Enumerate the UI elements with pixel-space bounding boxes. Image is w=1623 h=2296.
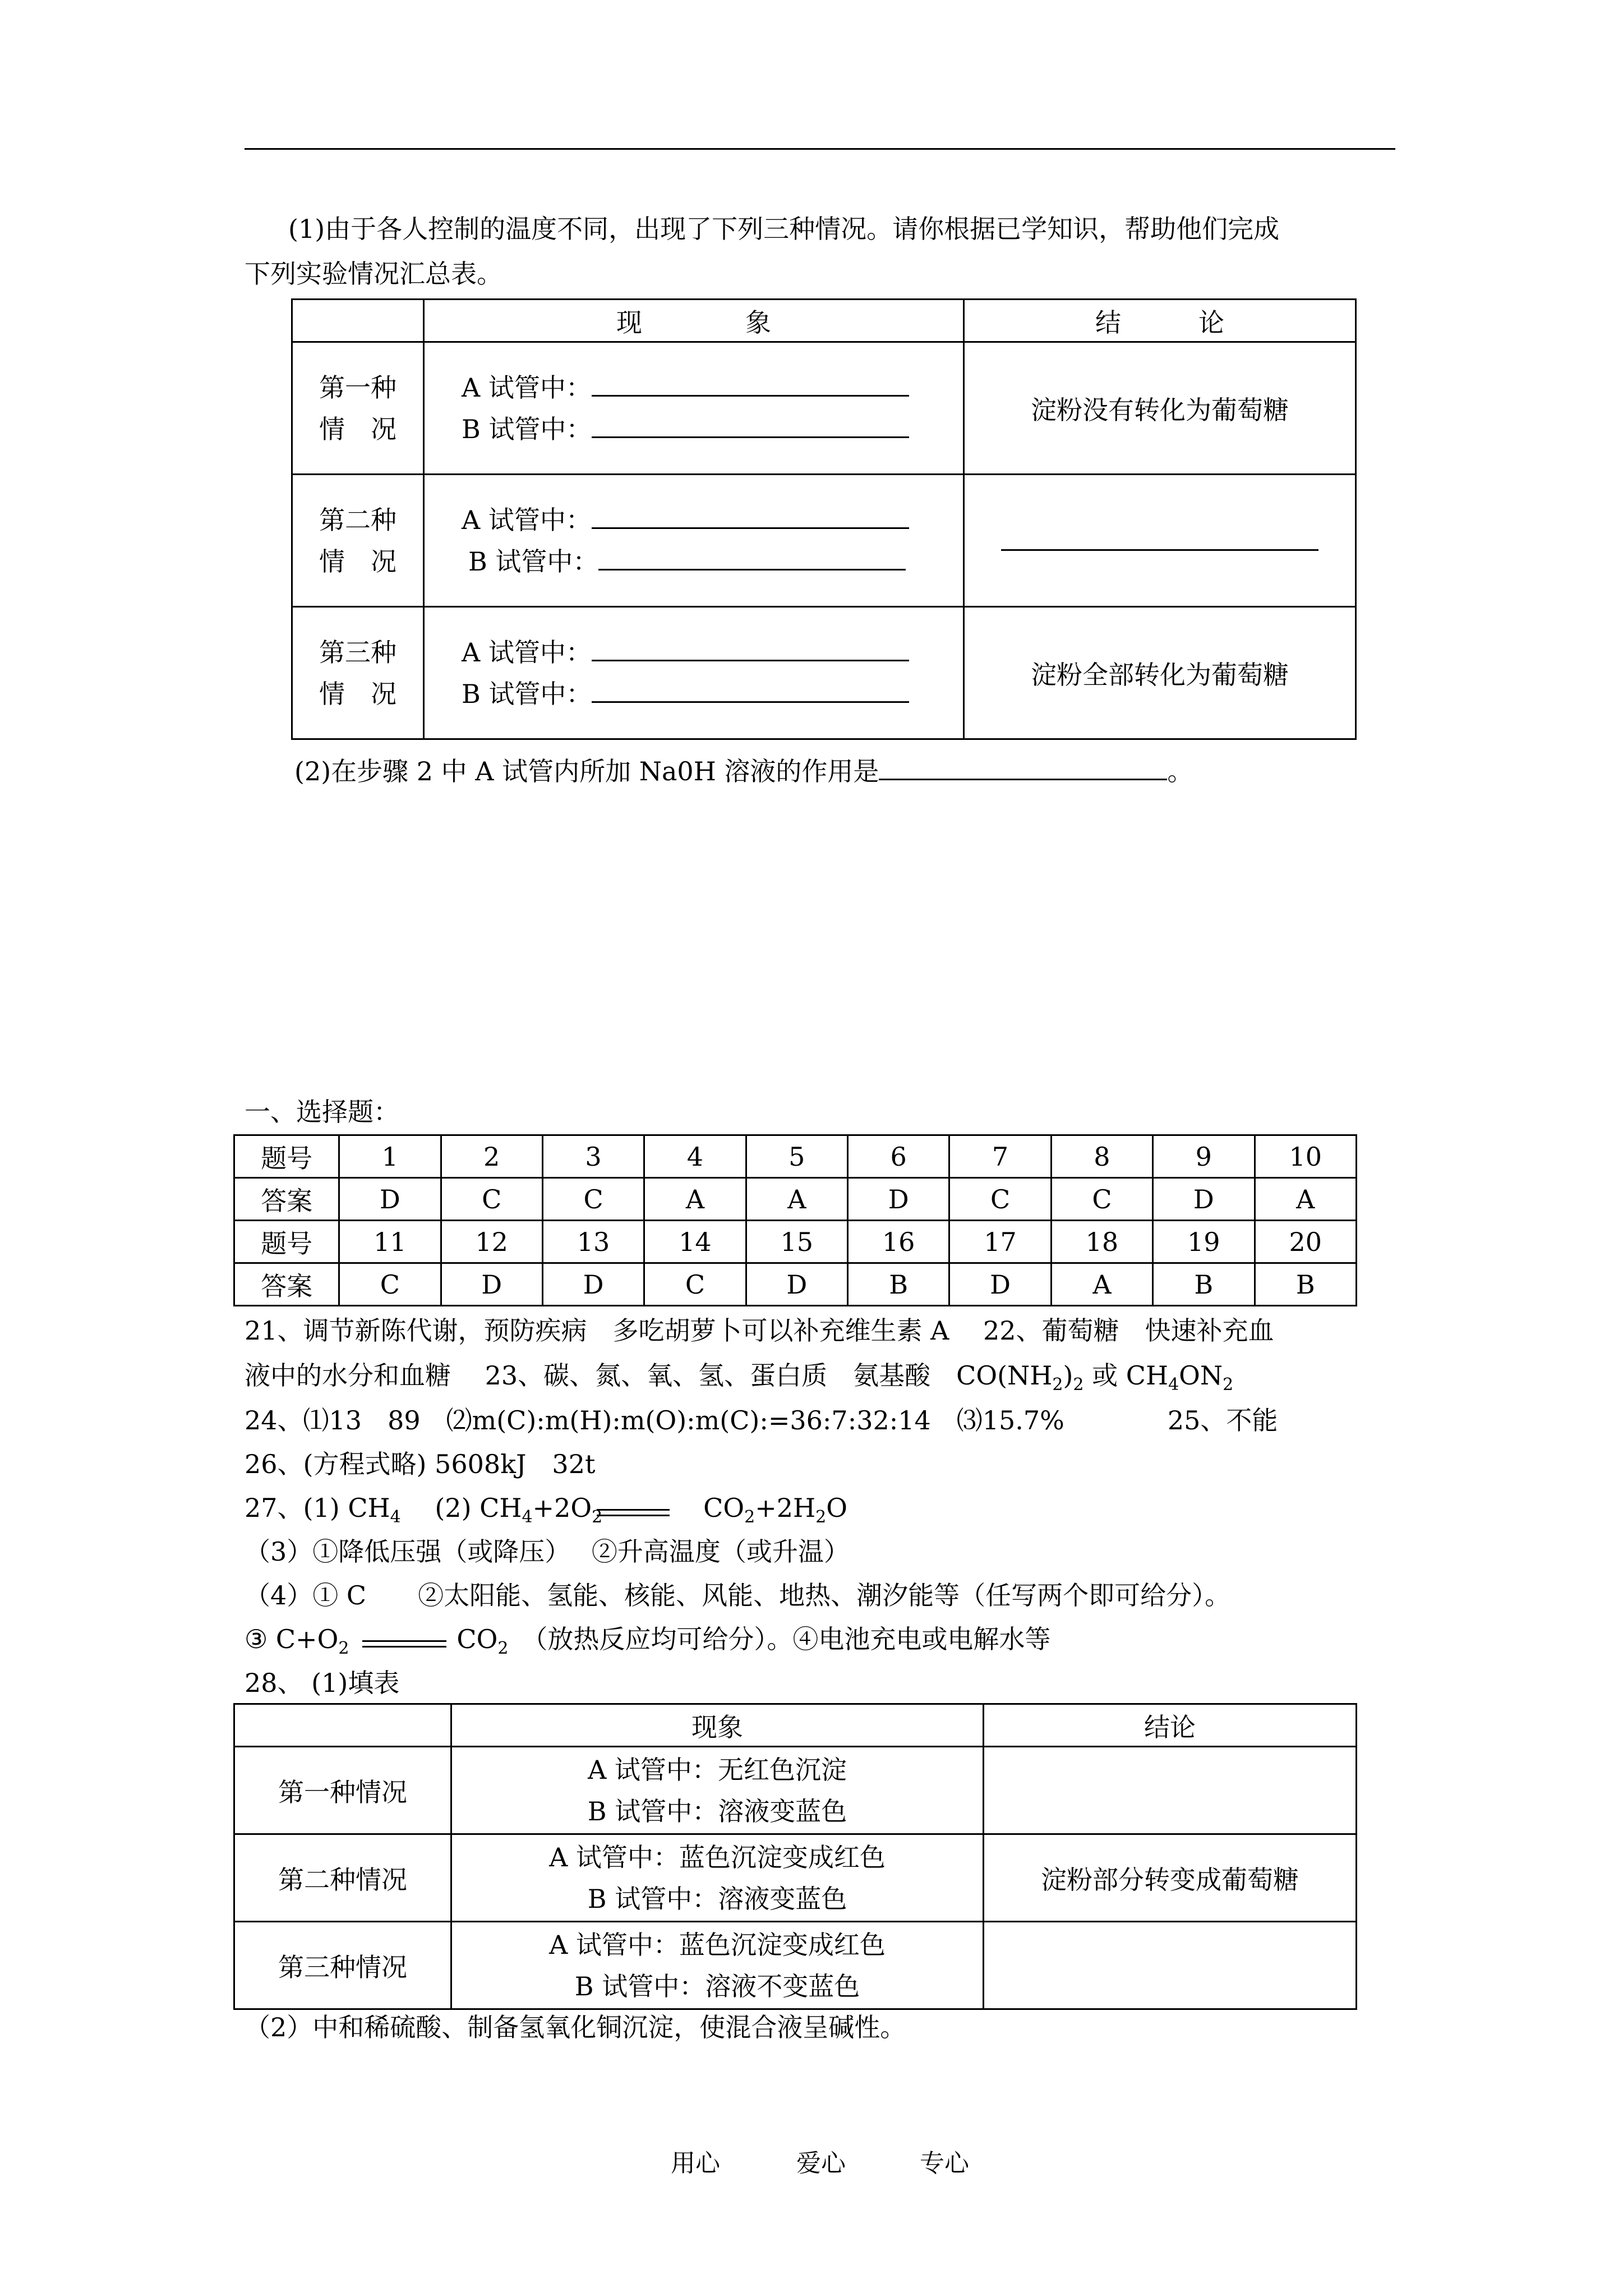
answer-grid-row xyxy=(234,1178,1357,1221)
table2-conclusion: 淀粉部分转变成葡萄糖 xyxy=(984,1834,1357,1922)
table2-corner xyxy=(234,1704,451,1747)
answer-28-table xyxy=(233,1703,1357,2010)
answer-27-line1: 27、(1) $CH_4$ (2) $CH_4+2O_2$ $CO_2+2H_2O$ xyxy=(245,1493,847,1527)
table1-conclusion: 淀粉没有转化为葡萄糖 xyxy=(964,342,1356,475)
table2-case: 第二种情况 xyxy=(234,1834,451,1922)
answer-grid-cell: D xyxy=(949,1263,1051,1306)
table2-phenomenon: A 试管中：无红色沉淀 B 试管中：溶液变蓝色 xyxy=(451,1747,984,1834)
table1-case: 第二种 情 况 xyxy=(292,475,424,607)
a-tube-blank xyxy=(592,635,909,661)
answer-grid-header-cell: 答案 xyxy=(234,1178,339,1221)
answer-grid-cell: 11 xyxy=(339,1221,441,1263)
answer-27-line3: （4）① C ②太阳能、氢能、核能、风能、地热、潮汐能等（任写两个即可给分）。 xyxy=(245,1580,1231,1611)
answer-grid-cell: C xyxy=(949,1178,1051,1221)
ignite-equals-sign xyxy=(597,1493,670,1527)
answer-26: 26、(方程式略) 5608kJ 32t xyxy=(245,1449,596,1479)
answer-grid-row xyxy=(234,1135,1357,1178)
answer-grid-cell: C xyxy=(542,1178,644,1221)
a-tube-label: A 试管中： xyxy=(462,372,592,403)
answer-grid-cell: C xyxy=(644,1263,746,1306)
table2-row xyxy=(234,1922,1357,2009)
answer-grid-cell: C xyxy=(441,1178,542,1221)
table1-conclusion-blank-cell xyxy=(964,475,1356,607)
answer-grid-cell: D xyxy=(339,1178,441,1221)
answers-section-title: 一、选择题： xyxy=(245,1097,399,1127)
b-tube-blank xyxy=(598,544,906,570)
answer-grid-cell: D xyxy=(441,1263,542,1306)
footer-word-2: 爱心 xyxy=(796,2149,846,2178)
answer-27-line4: ③ $C+O_2$ $CO_2$ （放热反应均可给分）。④电池充电或电解水等 xyxy=(245,1624,1051,1659)
answer-grid-cell: C xyxy=(1051,1178,1152,1221)
table1-head-conclusion: 结 论 xyxy=(964,300,1356,342)
answer-grid-cell: 10 xyxy=(1255,1135,1357,1178)
table2-row xyxy=(234,1834,1357,1922)
answer-grid-cell: 2 xyxy=(441,1135,542,1178)
b-tube-label: B 试管中： xyxy=(468,546,599,577)
table1-phenomenon xyxy=(424,607,964,739)
answer-grid-cell: A xyxy=(1255,1178,1357,1221)
q2-blank xyxy=(879,754,1167,780)
answer-grid-cell: C xyxy=(339,1263,441,1306)
q2-line: (2)在步骤 2 中 A 试管内所加 Na0H 溶液的作用是 。 xyxy=(294,754,1193,788)
answer-grid-cell: 12 xyxy=(441,1221,542,1263)
answer-grid-cell: A xyxy=(1051,1263,1152,1306)
a-tube-label: A 试管中： xyxy=(462,504,592,535)
answer-grid-cell: 5 xyxy=(746,1135,847,1178)
a-tube-blank xyxy=(592,370,909,397)
answer-grid-cell: D xyxy=(746,1263,847,1306)
table1-row xyxy=(292,607,1356,739)
footer-word-1: 用心 xyxy=(671,2149,720,2178)
ignite-equals-sign xyxy=(362,1625,446,1658)
table1-case: 第三种 情 况 xyxy=(292,607,424,739)
answer-grid-cell: 19 xyxy=(1153,1221,1255,1263)
table2-conclusion xyxy=(984,1922,1357,2009)
table1-row xyxy=(292,342,1356,475)
table2-case: 第一种情况 xyxy=(234,1747,451,1834)
answer-grid-row xyxy=(234,1221,1357,1263)
answer-grid-header-cell: 答案 xyxy=(234,1263,339,1306)
answer-21-line1: 21、调节新陈代谢，预防疾病 多吃胡萝卜可以补充维生素 A 22、葡萄糖 快速补充血 xyxy=(245,1315,1274,1346)
header-rule xyxy=(245,148,1395,150)
answer-grid-header-cell: 题号 xyxy=(234,1221,339,1263)
table2-case: 第三种情况 xyxy=(234,1922,451,2009)
answer-grid-cell: 8 xyxy=(1051,1135,1152,1178)
table1-conclusion: 淀粉全部转化为葡萄糖 xyxy=(964,607,1356,739)
footer-word-3: 专心 xyxy=(920,2149,969,2178)
answer-grid xyxy=(233,1134,1357,1306)
answer-grid-cell: 3 xyxy=(542,1135,644,1178)
answer-grid-row xyxy=(234,1263,1357,1306)
answer-grid-cell: 17 xyxy=(949,1221,1051,1263)
table2-phenomenon: A 试管中：蓝色沉淀变成红色 B 试管中：溶液不变蓝色 xyxy=(451,1922,984,2009)
b-tube-blank xyxy=(592,412,909,438)
answer-24-25: 24、⑴13 89 ⑵m(C):m(H):m(O):m(C):=36:7:32:14 ⑶15.7% 25、不能 xyxy=(245,1405,1278,1435)
answer-grid-cell: B xyxy=(1153,1263,1255,1306)
answer-21-line2: 液中的水分和血糖 23、碳、氮、氧、氢、蛋白质 氨基酸 $CO(NH_2)_2$ 或 $CH_4ON_2$ xyxy=(245,1360,1234,1395)
answer-28-title: 28、 (1)填表 xyxy=(245,1668,400,1698)
q1-intro-line2: 下列实验情况汇总表。 xyxy=(245,259,502,289)
b-tube-blank xyxy=(592,677,909,703)
a-tube-label: A 试管中： xyxy=(462,637,592,668)
answer-grid-cell: 9 xyxy=(1153,1135,1255,1178)
answer-grid-cell: D xyxy=(542,1263,644,1306)
answer-grid-cell: 1 xyxy=(339,1135,441,1178)
conclusion-blank xyxy=(1001,524,1318,551)
experiment-table xyxy=(291,298,1357,740)
answer-grid-cell: B xyxy=(1255,1263,1357,1306)
table1-corner xyxy=(292,300,424,342)
q1-intro-line1: (1)由于各人控制的温度不同，出现了下列三种情况。请你根据已学知识，帮助他们完成 xyxy=(288,214,1280,244)
table1-case: 第一种 情 况 xyxy=(292,342,424,475)
answer-grid-cell: A xyxy=(746,1178,847,1221)
answer-grid-cell: D xyxy=(848,1178,949,1221)
table1-head-phenomenon: 现 象 xyxy=(424,300,964,342)
table1-phenomenon xyxy=(424,342,964,475)
answer-grid-cell: 14 xyxy=(644,1221,746,1263)
answer-grid-cell: 16 xyxy=(848,1221,949,1263)
table1-phenomenon xyxy=(424,475,964,607)
answer-grid-header-cell: 题号 xyxy=(234,1135,339,1178)
answer-grid-cell: B xyxy=(848,1263,949,1306)
answer-grid-cell: 18 xyxy=(1051,1221,1152,1263)
table2-phenomenon: A 试管中：蓝色沉淀变成红色 B 试管中：溶液变蓝色 xyxy=(451,1834,984,1922)
answer-27-line2: （3）①降低压强（或降压） ②升高温度（或升温） xyxy=(245,1536,850,1567)
b-tube-label: B 试管中： xyxy=(462,413,592,444)
table2-head-phenomenon: 现象 xyxy=(451,1704,984,1747)
answer-28-part2: （2）中和稀硫酸、制备氢氧化铜沉淀，使混合液呈碱性。 xyxy=(245,2012,906,2042)
b-tube-label: B 试管中： xyxy=(462,678,592,709)
answer-grid-cell: 4 xyxy=(644,1135,746,1178)
table2-conclusion xyxy=(984,1747,1357,1834)
a-tube-blank xyxy=(592,503,909,529)
answer-grid-cell: 7 xyxy=(949,1135,1051,1178)
table2-head-conclusion: 结论 xyxy=(984,1704,1357,1747)
answer-grid-cell: D xyxy=(1153,1178,1255,1221)
answer-grid-cell: 15 xyxy=(746,1221,847,1263)
answer-grid-cell: 13 xyxy=(542,1221,644,1263)
table1-row xyxy=(292,475,1356,607)
answer-grid-cell: A xyxy=(644,1178,746,1221)
answer-grid-cell: 20 xyxy=(1255,1221,1357,1263)
answer-grid-cell: 6 xyxy=(848,1135,949,1178)
table2-row xyxy=(234,1747,1357,1834)
